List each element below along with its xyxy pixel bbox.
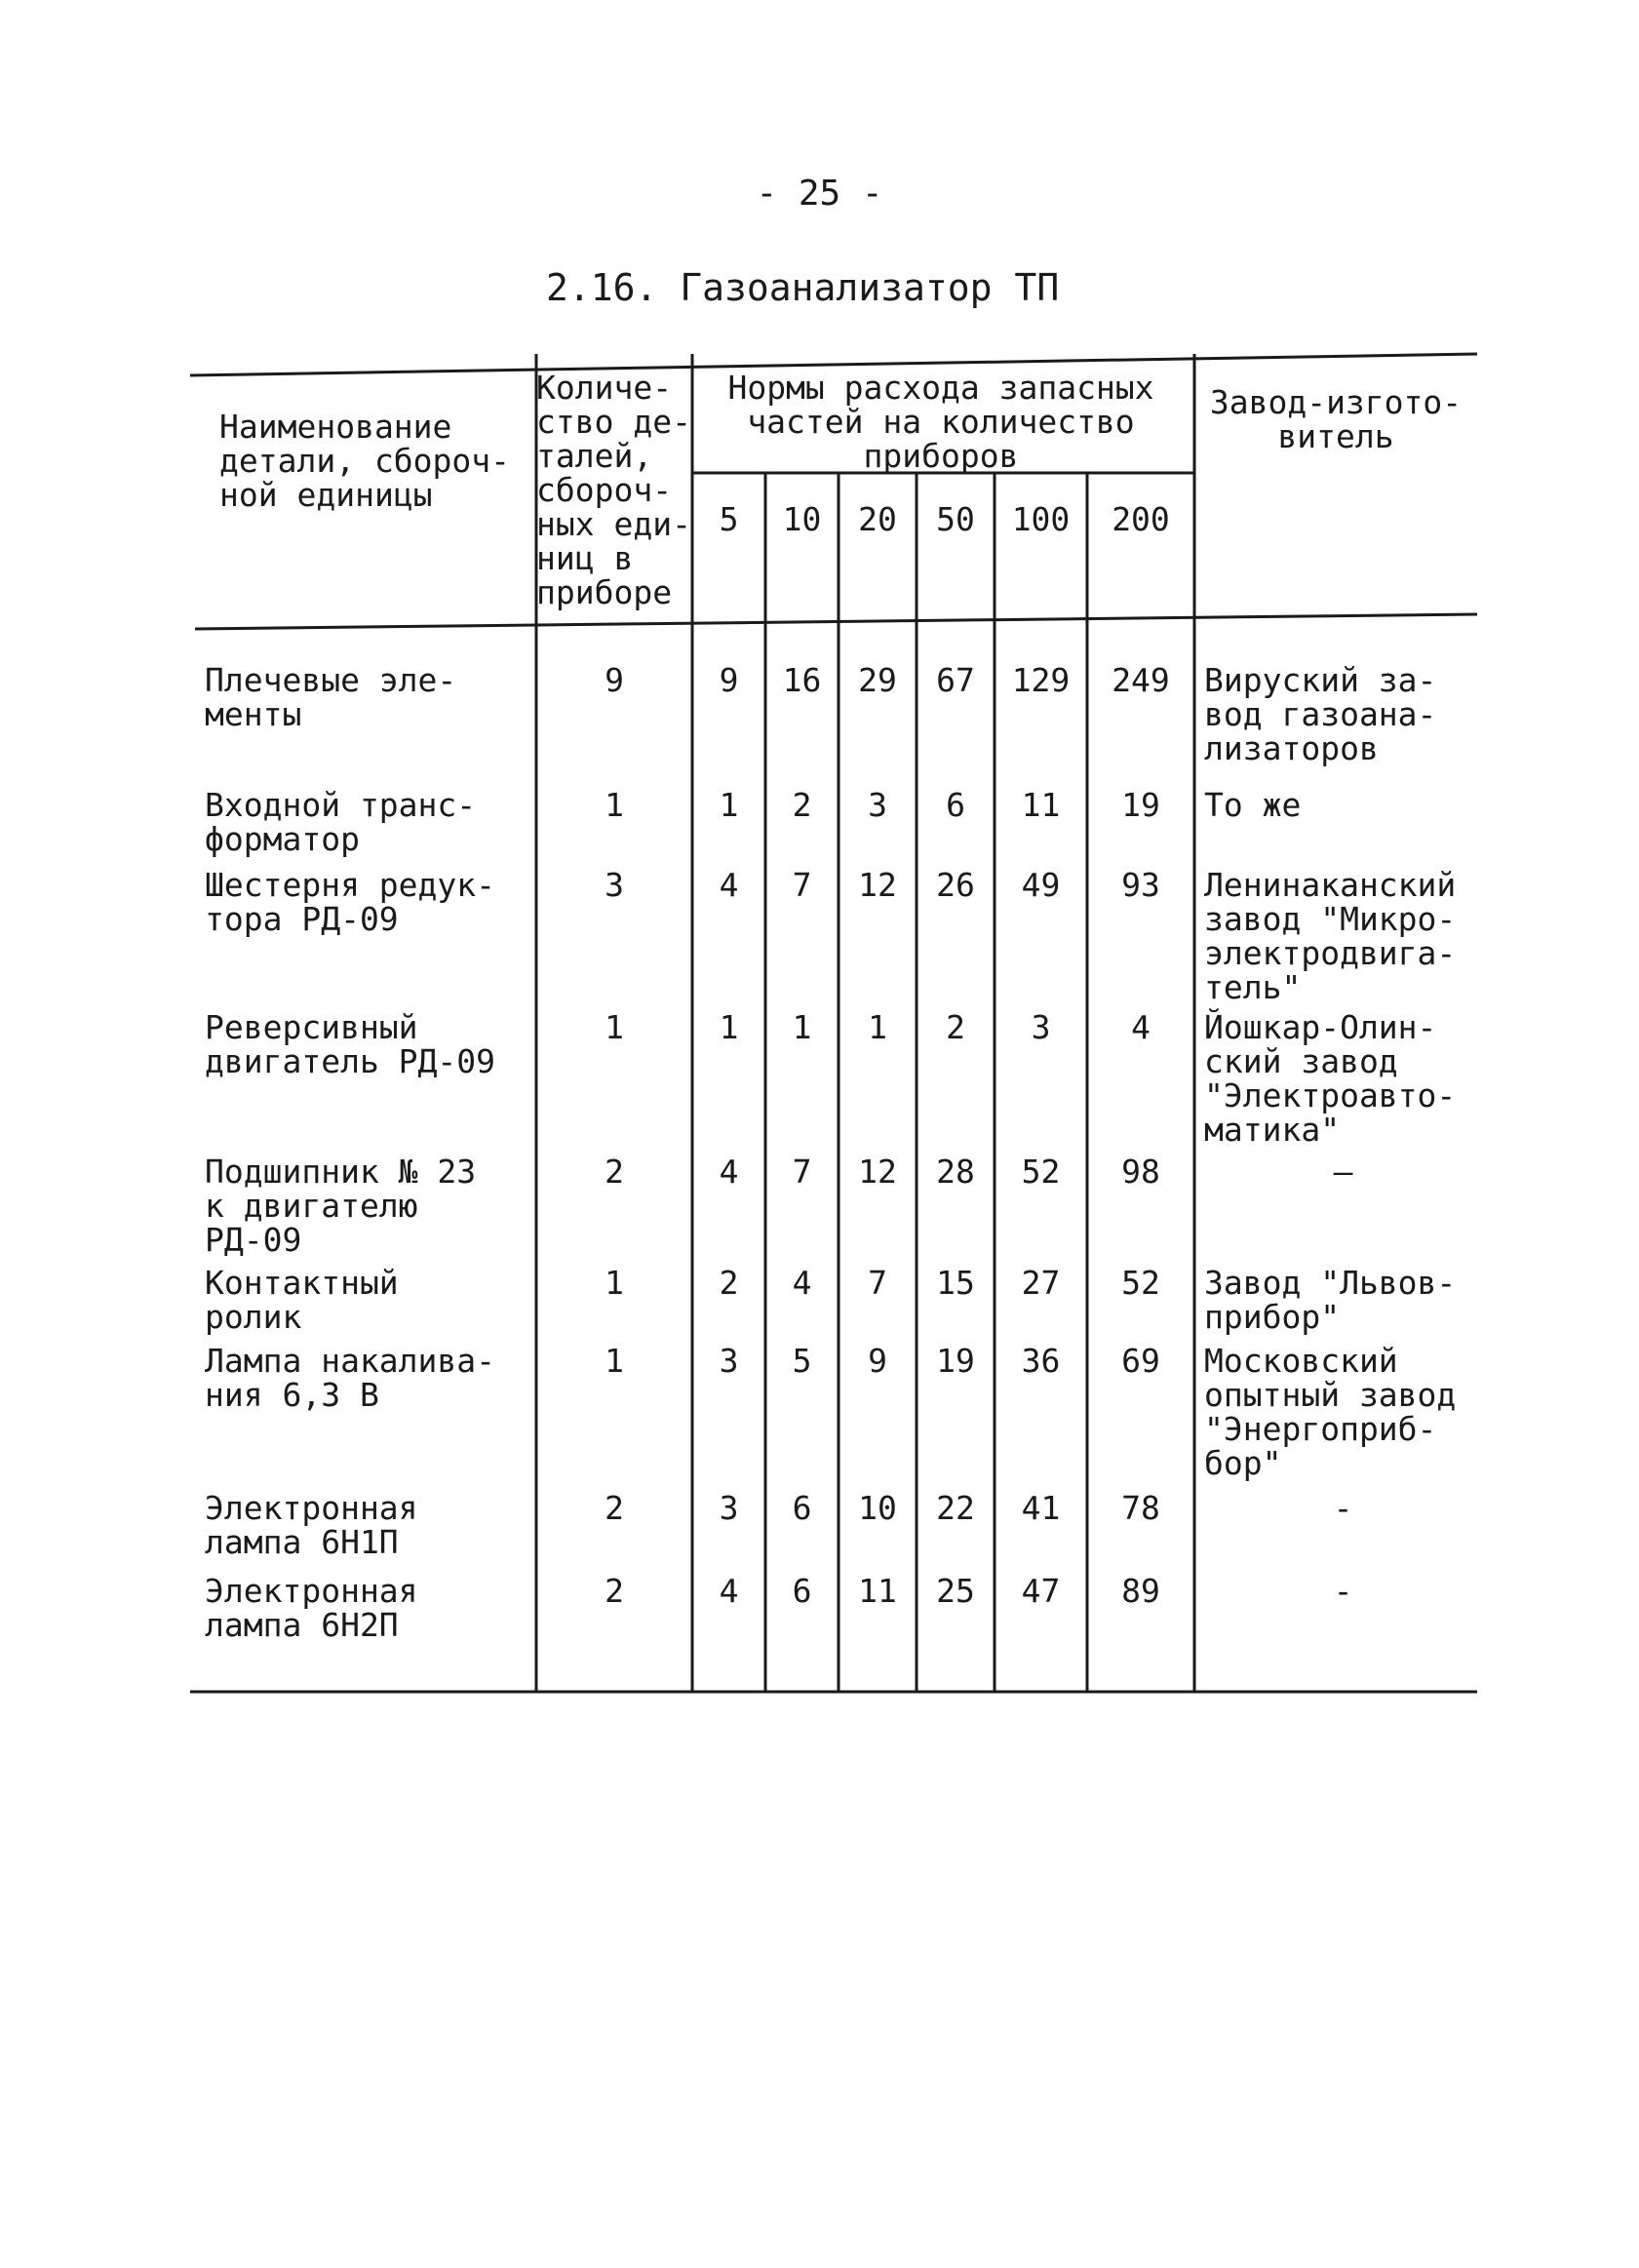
cell-n20: 9 [868, 1342, 887, 1380]
cell-n5: 1 [719, 786, 739, 824]
cell-n200: 93 [1121, 866, 1160, 904]
cell-name: Электронная лампа 6Н2П [205, 1572, 418, 1644]
cell-n200: 19 [1121, 786, 1160, 824]
header-name: Наименование детали, сбороч- ной единицы [219, 408, 511, 514]
cell-n50: 28 [936, 1153, 975, 1191]
cell-maker: — [1333, 1153, 1353, 1191]
cell-name: Подшипник № 23 к двигателю РД-09 [205, 1153, 477, 1259]
cell-qty: 9 [605, 661, 624, 699]
cell-n5: 3 [719, 1489, 739, 1527]
cell-n200: 78 [1121, 1489, 1160, 1527]
cell-n50: 25 [936, 1572, 975, 1610]
cell-n20: 10 [858, 1489, 897, 1527]
cell-maker: Московский опытный завод "Энергоприб- бор" [1204, 1342, 1457, 1482]
cell-n20: 12 [858, 866, 897, 904]
cell-n200: 69 [1121, 1342, 1160, 1380]
cell-maker: - [1333, 1572, 1353, 1610]
cell-name: Плечевые эле- менты [205, 661, 457, 733]
cell-n50: 19 [936, 1342, 975, 1380]
header-count-100: 100 [1011, 500, 1071, 538]
cell-n50: 6 [946, 786, 965, 824]
cell-n5: 4 [719, 1153, 739, 1191]
cell-maker: Завод "Львов- прибор" [1204, 1264, 1457, 1336]
cell-n200: 98 [1121, 1153, 1160, 1191]
header-quantity: Количе- ство де- талей, сбороч- ных еди- ниц в приборе [536, 369, 691, 611]
cell-qty: 1 [605, 1342, 624, 1380]
cell-n5: 3 [719, 1342, 739, 1380]
cell-maker: Вируский за- вод газоана- лизаторов [1204, 661, 1437, 767]
cell-n20: 12 [858, 1153, 897, 1191]
cell-name: Лампа накалива- ния 6,3 В [205, 1342, 496, 1414]
cell-qty: 1 [605, 1008, 624, 1046]
cell-maker: То же [1204, 786, 1302, 824]
cell-qty: 3 [605, 866, 624, 904]
cell-n20: 7 [868, 1264, 887, 1302]
cell-name: Контактный ролик [205, 1264, 399, 1336]
cell-n100: 49 [1021, 866, 1061, 904]
header-count-200: 200 [1112, 500, 1170, 538]
cell-n20: 11 [858, 1572, 897, 1610]
cell-n10: 1 [792, 1008, 812, 1046]
header-count-5: 5 [719, 500, 739, 538]
cell-name: Шестерня редук- тора РД-09 [205, 866, 496, 938]
cell-n50: 22 [936, 1489, 975, 1527]
cell-name: Реверсивный двигатель РД-09 [205, 1008, 496, 1080]
header-count-50: 50 [936, 500, 975, 538]
cell-n5: 2 [719, 1264, 739, 1302]
cell-qty: 2 [605, 1153, 624, 1191]
cell-n5: 4 [719, 866, 739, 904]
cell-qty: 2 [605, 1489, 624, 1527]
cell-name: Входной транс- форматор [205, 786, 477, 858]
cell-n5: 1 [719, 1008, 739, 1046]
cell-n200: 52 [1121, 1264, 1160, 1302]
cell-n50: 2 [946, 1008, 965, 1046]
cell-n10: 16 [782, 661, 822, 699]
header-count-10: 10 [782, 500, 822, 538]
cell-n10: 2 [792, 786, 812, 824]
cell-n50: 26 [936, 866, 975, 904]
cell-n100: 3 [1031, 1008, 1051, 1046]
cell-n100: 47 [1021, 1572, 1061, 1610]
cell-n50: 15 [936, 1264, 975, 1302]
cell-n10: 6 [792, 1572, 812, 1610]
cell-n100: 36 [1021, 1342, 1061, 1380]
cell-qty: 2 [605, 1572, 624, 1610]
cell-n200: 249 [1112, 661, 1170, 699]
cell-qty: 1 [605, 786, 624, 824]
cell-n20: 1 [868, 1008, 887, 1046]
spare-parts-table [190, 351, 1477, 1692]
cell-n5: 4 [719, 1572, 739, 1610]
cell-qty: 1 [605, 1264, 624, 1302]
cell-maker: Ленинаканский завод "Микро- электродвига- тель" [1204, 866, 1457, 1006]
header-norms: Нормы расхода запасных частей на количество приборов [727, 369, 1154, 475]
cell-n100: 52 [1021, 1153, 1061, 1191]
cell-n100: 129 [1011, 661, 1071, 699]
cell-n100: 11 [1021, 786, 1061, 824]
rule-header-bottom [195, 614, 1477, 629]
cell-n10: 5 [792, 1342, 812, 1380]
cell-maker: - [1333, 1489, 1353, 1527]
cell-n50: 67 [936, 661, 975, 699]
page-number: - 25 - [756, 174, 883, 214]
cell-n10: 7 [792, 866, 812, 904]
cell-n200: 89 [1121, 1572, 1160, 1610]
cell-maker: Йошкар-Олин- ский завод "Электроавто- матика" [1204, 1008, 1457, 1149]
header-manufacturer: Завод-изгото- витель [1209, 383, 1463, 455]
cell-n10: 6 [792, 1489, 812, 1527]
header-count-20: 20 [858, 500, 897, 538]
section-title: 2.16. Газоанализатор ТП [546, 266, 1060, 309]
cell-n100: 41 [1021, 1489, 1061, 1527]
cell-n10: 4 [792, 1264, 812, 1302]
cell-n10: 7 [792, 1153, 812, 1191]
cell-n20: 3 [868, 786, 887, 824]
cell-n20: 29 [858, 661, 897, 699]
cell-n5: 9 [719, 661, 739, 699]
cell-name: Электронная лампа 6Н1П [205, 1489, 418, 1561]
cell-n100: 27 [1021, 1264, 1061, 1302]
cell-n200: 4 [1131, 1008, 1151, 1046]
